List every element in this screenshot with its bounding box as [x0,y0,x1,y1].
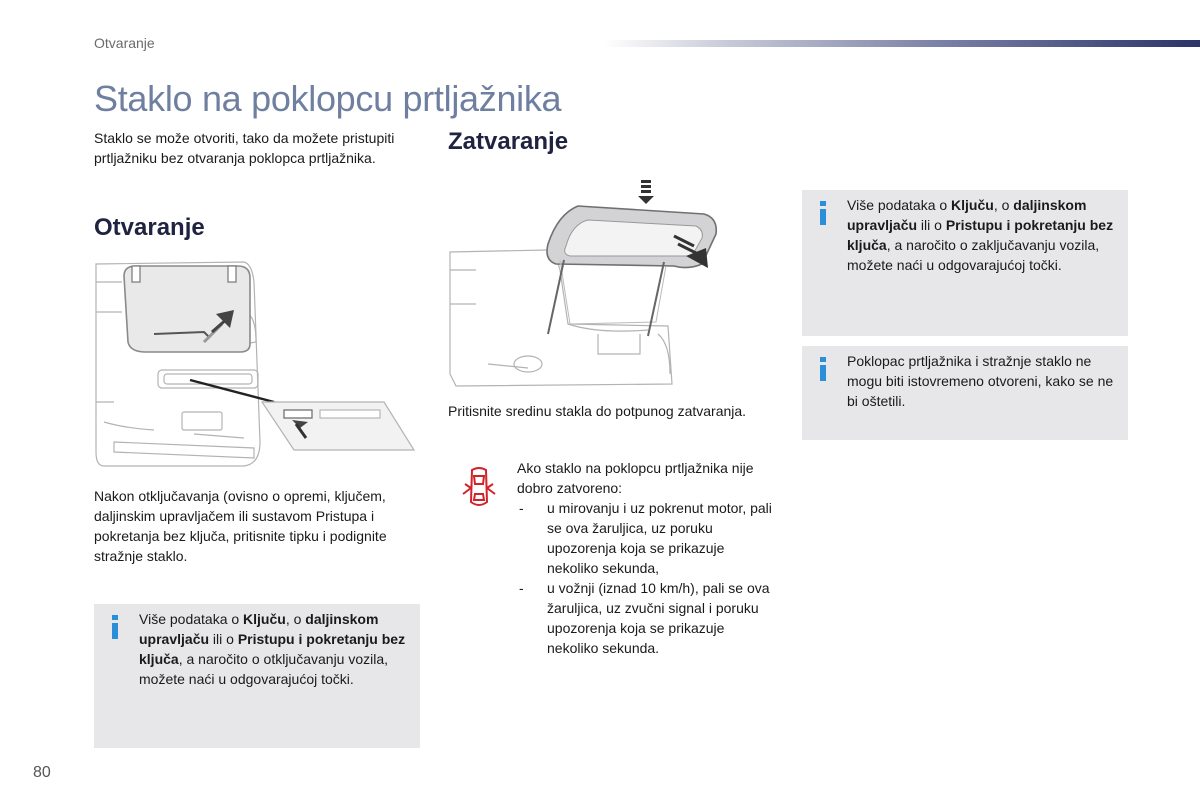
opening-heading: Otvaranje [94,214,205,241]
info-text-unlocking: Više podataka o Ključu, o daljinskom upravljaču ili o Pristupu i pokretanju bez ključa, a naročito o otključavanju vozila, možete naći u odgovarajućoj točki. [139,611,406,687]
closing-heading: Zatvaranje [448,128,569,155]
closing-illustration [448,174,774,392]
warning-item: - u vožnji (iznad 10 km/h), pali se ova žaruljica, uz zvučni signal i poruku upozorenja koja se prikazuje nekoliko sekunda. [517,578,773,658]
page-title: Staklo na poklopcu prtljažnika [94,78,562,119]
page-number: 80 [33,764,51,781]
opening-illustration [94,252,420,474]
warning-item: - u mirovanju i uz pokrenut motor, pali se ova žaruljica, uz poruku upozorenja koja se prikazuje nekoliko sekunda, [517,498,773,578]
info-box-unlocking [94,604,420,748]
section-label: Otvaranje [94,35,155,51]
info-text-locking: Više podataka o Ključu, o daljinskom upravljaču ili o Pristupu i pokretanju bez ključa, a naročito o zaključavanju vozila, možete naći u odgovarajućoj točki. [847,197,1114,273]
info-box-locking [802,190,1128,336]
header-bar [604,40,1200,47]
warning-intro: Ako staklo na poklopcu prtljažnika nije dobro zatvoreno: [517,460,754,496]
warning-block [517,458,773,658]
intro-text: Staklo se može otvoriti, tako da možete pristupiti prtljažniku bez otvaranja poklopca prtljažnika. [94,130,395,166]
opening-text: Nakon otključavanja (ovisno o opremi, ključem, daljinskim upravljačem ili sustavom Pristupa i pokretanja bez ključa, pritisnite tipku i podignite stražnje staklo. [94,488,387,564]
door-open-warning-icon [459,464,499,514]
closing-caption: Pritisnite sredinu stakla do potpunog zatvaranja. [448,403,747,419]
info-text-simultaneous: Poklopac prtljažnika i stražnje staklo ne mogu biti istovremeno otvoreni, kako se ne bi oštetili. [847,353,1114,409]
info-box-simultaneous [802,346,1128,440]
